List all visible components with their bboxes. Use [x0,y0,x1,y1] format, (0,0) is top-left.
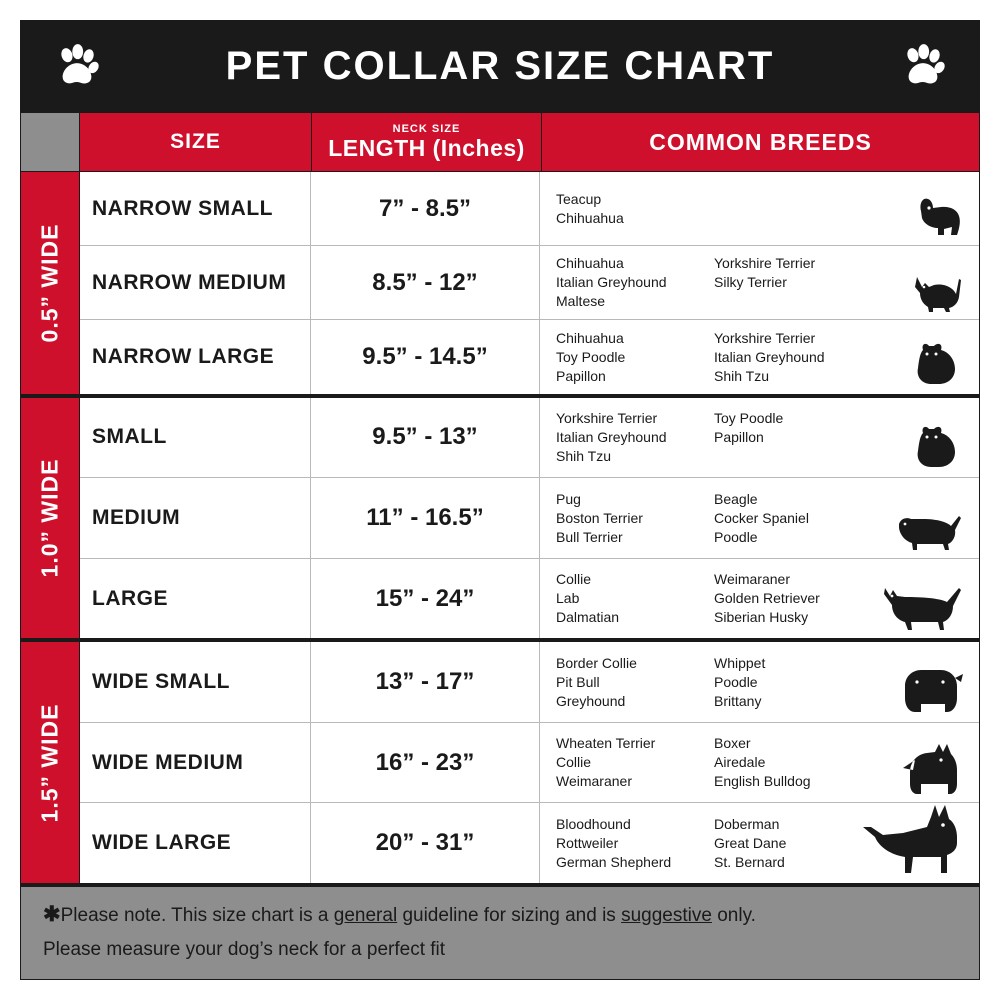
table-row [80,172,979,246]
breed-column-2 [714,654,842,711]
cell-size: NARROW SMALL [80,172,311,245]
breed-item: Wheaten Terrier [556,735,656,752]
breed-item: Weimaraner [714,571,790,588]
footer-text-c: only. [711,905,756,926]
cell-size: WIDE SMALL [80,642,311,722]
group-label-narrow [21,172,79,394]
breed-item: Airedale [714,754,766,771]
table-body [20,172,980,883]
table-row [80,246,979,320]
breed-column-2 [714,815,842,872]
breed-item: Poodle [714,528,758,545]
breed-item: Rottweiler [556,834,619,851]
breed-item: Bull Terrier [556,528,623,545]
breed-item: Siberian Husky [714,609,809,626]
cell-length: 16” - 23” [311,723,540,803]
breed-column-1 [556,734,684,791]
cell-breeds [540,246,979,319]
group-label-text: 1.5” WIDE [36,703,63,823]
breed-column-1 [556,254,684,311]
table-row [80,723,979,804]
breed-item: Shih Tzu [556,447,611,464]
size-group-wide [20,642,980,883]
group-label-wide [21,642,79,883]
breed-item: Boston Terrier [556,509,643,526]
cell-size: WIDE MEDIUM [80,723,311,803]
breed-item: Bloodhound [556,815,631,832]
breed-item: Collie [556,754,592,771]
cell-breeds [540,559,979,639]
terrier-silhouette-icon [893,510,965,552]
breed-item: Greyhound [556,692,626,709]
breed-item: Boxer [714,735,751,752]
breed-column-1 [556,570,684,627]
breed-item: Weimaraner [556,773,632,790]
pomeranian-silhouette-icon [911,340,965,388]
pomeranian-silhouette-icon [911,423,965,471]
breed-column-2 [714,254,842,311]
cell-length: 9.5” - 13” [311,398,540,478]
table-row [80,320,979,393]
cell-length: 8.5” - 12” [311,246,540,319]
chart-title-bar [20,20,980,112]
breed-item: Brittany [714,692,762,709]
table-header-row [20,112,980,172]
cell-breeds [540,723,979,803]
boxer-silhouette-icon [891,740,965,796]
cell-length: 13” - 17” [311,642,540,722]
header-size: SIZE [80,113,311,171]
breed-item: English Bulldog [714,773,811,790]
header-corner-cell [21,113,79,171]
page-title: PET COLLAR SIZE CHART [225,43,775,88]
group-label-text: 1.0” WIDE [36,458,63,578]
breed-item: Italian Greyhound [556,428,667,445]
breed-item: Cocker Spaniel [714,509,809,526]
cell-size: NARROW LARGE [80,320,311,393]
breed-item: Lab [556,590,580,607]
cell-size: MEDIUM [80,478,311,558]
breed-column-2 [714,734,842,791]
breed-column-1 [556,190,684,228]
cell-length: 9.5” - 14.5” [311,320,540,393]
breed-item: German Shepherd [556,853,672,870]
breed-column-1 [556,490,684,547]
group-label-standard [21,398,79,639]
breed-item: Papillon [556,367,606,384]
breed-item: Toy Poodle [714,409,784,426]
footer-line-2: Please measure your dog’s neck for a perfect fit [43,939,446,960]
breed-column-2 [714,490,842,547]
breed-item: Shih Tzu [714,367,769,384]
breed-item: Border Collie [556,654,637,671]
group-rows-wide [80,642,980,883]
cell-length: 7” - 8.5” [311,172,540,245]
breed-item: Poodle [714,673,758,690]
asterisk-icon: ✱ [43,903,61,926]
breed-column-1 [556,815,684,872]
group-rows-narrow [80,172,980,394]
cell-breeds [540,398,979,478]
cell-breeds [540,478,979,558]
header-breeds: COMMON BREEDS [542,113,979,171]
yorkie-silhouette-icon [911,195,965,239]
chart-inner [20,20,980,980]
breed-item: Chihuahua [556,255,624,272]
footer-text-b: guideline for sizing and is [397,905,622,926]
breed-item: Silky Terrier [714,274,787,291]
table-row [80,642,979,723]
breed-item: Maltese [556,293,606,310]
breed-item: Golden Retriever [714,590,820,607]
breed-item: Teacup [556,190,602,207]
breed-item: Yorkshire Terrier [556,409,658,426]
footer-underline-suggestive: suggestive [621,905,712,926]
breed-item: Whippet [714,654,766,671]
doberman-silhouette-icon [857,803,965,877]
footer-note [21,887,979,979]
breed-item: Italian Greyhound [556,274,667,291]
breed-column-2 [714,570,842,627]
size-group-standard [20,398,980,639]
cell-size: LARGE [80,559,311,639]
cell-length: 11” - 16.5” [311,478,540,558]
breed-item: Great Dane [714,834,787,851]
breed-item: Chihuahua [556,209,624,226]
cell-length: 15” - 24” [311,559,540,639]
table-row [80,478,979,559]
header-length-sublabel: NECK SIZE [392,123,461,135]
table-row [80,398,979,479]
breed-item: Pug [556,490,581,507]
breed-item: Yorkshire Terrier [714,255,816,272]
breed-item: Dalmatian [556,609,620,626]
bulldog-silhouette-icon [895,664,965,716]
breed-item: Pit Bull [556,673,600,690]
cell-breeds [540,172,979,245]
table-row [80,803,979,883]
cell-size: WIDE LARGE [80,803,311,883]
paw-print-icon [900,43,946,89]
cell-breeds [540,320,979,393]
breed-column-2 [714,329,842,386]
breed-item: Chihuahua [556,329,624,346]
chihuahua-silhouette-icon [909,271,965,313]
table-row [80,559,979,639]
size-group-narrow [20,172,980,394]
cell-breeds [540,642,979,722]
cell-breeds [540,803,979,883]
large-dog-silhouette-icon [881,580,965,632]
breed-column-1 [556,409,684,466]
footer-line-1 [43,901,957,930]
header-length-label: LENGTH (Inches) [328,135,525,161]
breed-item: St. Bernard [714,853,785,870]
header-length [312,113,541,171]
breed-item: Doberman [714,815,780,832]
breed-column-1 [556,329,684,386]
group-rows-standard [80,398,980,639]
paw-print-icon [54,43,100,89]
group-label-text: 0.5” WIDE [36,223,63,343]
breed-item: Collie [556,571,592,588]
breed-column-2 [714,409,842,466]
cell-length: 20” - 31” [311,803,540,883]
breed-item: Toy Poodle [556,348,626,365]
footer-text-a: Please note. This size chart is a [60,905,334,926]
cell-size: SMALL [80,398,311,478]
breed-item: Papillon [714,428,764,445]
breed-item: Yorkshire Terrier [714,329,816,346]
breed-item: Beagle [714,490,758,507]
cell-size: NARROW MEDIUM [80,246,311,319]
breed-column-2 [714,190,842,228]
breed-item: Italian Greyhound [714,348,825,365]
footer-underline-general: general [333,905,398,926]
breed-column-1 [556,654,684,711]
